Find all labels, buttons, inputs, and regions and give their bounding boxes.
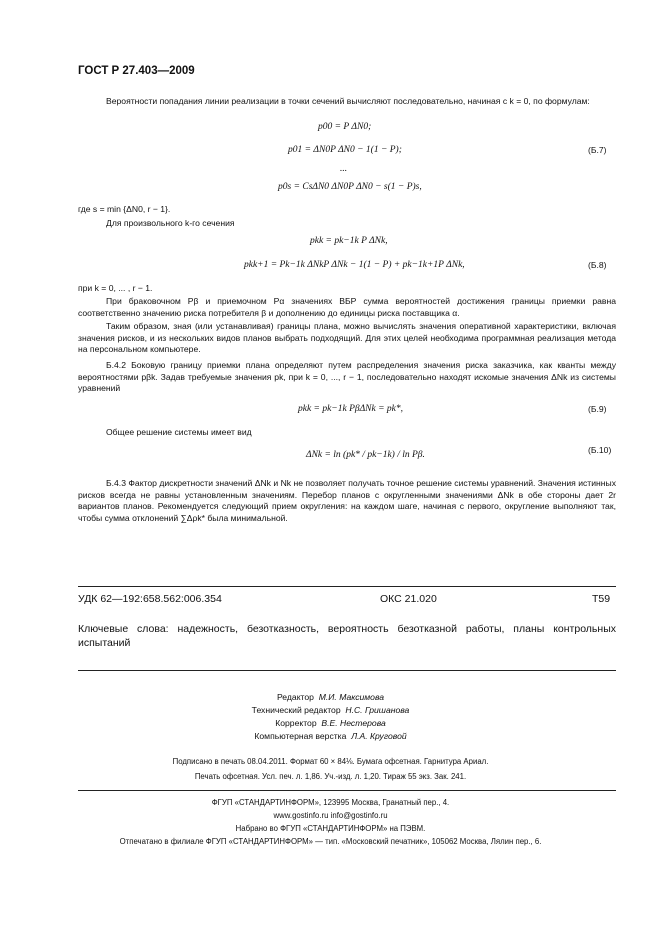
- formula-p00: p00 = P ΔN0;: [318, 122, 372, 132]
- paragraph-where-s: где s = min {ΔN0, r − 1}.: [78, 204, 171, 214]
- keywords: Ключевые слова: надежность, безотказность, вероятность безотказной работы, планы контрольных испытаний: [78, 623, 616, 649]
- paragraph-general-solution: Общее решение системы имеет вид: [106, 427, 252, 437]
- paragraph-arbitrary-section: Для произвольного k-го сечения: [106, 218, 235, 228]
- credit-name: Н.С. Гришанова: [345, 705, 410, 715]
- divider-keywords: [78, 670, 616, 671]
- credit-editor: [0, 692, 661, 704]
- oks-code: ОКС 21.020: [380, 593, 437, 605]
- equation-number-b7: (Б.7): [588, 145, 607, 155]
- divider-top: [78, 586, 616, 587]
- publisher-line4: Отпечатано в филиале ФГУП «СТАНДАРТИНФОРМ» — тип. «Московский печатник», 105062 Москва, Лялин пер., 6.: [119, 837, 542, 846]
- credit-name: В.Е. Нестерова: [321, 718, 386, 728]
- formula-system: pkk = pk−1k PβΔNk = pk*,: [298, 404, 403, 414]
- credit-name: М.И. Максимова: [318, 692, 385, 702]
- credit-layout: [0, 731, 661, 743]
- formula-pkk1: pkk+1 = Pk−1k ΔNkP ΔNk − 1(1 − P) + pk−1k+1P ΔNk,: [244, 260, 465, 270]
- divider-publisher: [78, 790, 616, 791]
- credit-role: Редактор: [276, 692, 314, 702]
- formula-pkk: pkk = pk−1k P ΔNk,: [310, 236, 388, 246]
- formula-p01: p01 = ΔN0P ΔN0 − 1(1 − P);: [288, 145, 402, 155]
- classification-code: Т59: [592, 593, 611, 605]
- credit-tech-editor: [0, 705, 661, 717]
- formula-p0s: p0s = CsΔN0 ΔN0P ΔN0 − s(1 − P)s,: [278, 182, 422, 192]
- publisher-links: www.gostinfo.ru info@gostinfo.ru: [273, 811, 388, 820]
- paragraph-intro: Вероятности попадания линии реализации в точки сечений вычисляют последовательно, начиная с k = 0, по формулам:: [106, 96, 590, 106]
- paragraph-b42: Б.4.2 Боковую границу приемки плана определяют путем распределения значения риска заказчика, как кванты между вероятностями pβk. Задав требуемые значения pk, при k = 0, ..., r − 1, последовательно находят искомые значения ΔNk из системы уравнений: [78, 360, 616, 393]
- equation-number-b9: (Б.9): [588, 404, 607, 414]
- equation-number-b8: (Б.8): [588, 260, 607, 270]
- credit-corrector: [0, 718, 661, 730]
- print-info-line1: Подписано в печать 08.04.2011. Формат 60 × 84⅛. Бумага офсетная. Гарнитура Ариал.: [172, 757, 489, 766]
- print-info-line2: Печать офсетная. Усл. печ. л. 1,86. Уч.-изд. л. 1,20. Тираж 55 экз. Зак. 241.: [194, 772, 467, 781]
- credit-role: Компьютерная верстка: [254, 731, 347, 741]
- credit-role: Корректор: [275, 718, 317, 728]
- credit-name: Л.А. Круговой: [351, 731, 407, 741]
- paragraph-k-range: при k = 0, ... , r − 1.: [78, 283, 153, 293]
- formula-dots: ...: [340, 164, 348, 174]
- document-header: ГОСТ Р 27.403—2009: [78, 65, 195, 77]
- paragraph-b43: Б.4.3 Фактор дискретности значений ΔNk и Nk не позволяет получать точное решение системы уравнений. Значения истинных рисков всегда не равны установленным значениям. Перебор планов с округленными значениями ΔNk в обе стороны дает 2r вариантов планов. Рекомендуется следующий прием округления: на каждом шаге, начиная с первого, округление выполняют так, чтобы сумма отклонений ∑Δρk* была минимальной.: [78, 478, 616, 523]
- publisher-line3: Набрано во ФГУП «СТАНДАРТИНФОРМ» на ПЭВМ.: [235, 824, 426, 833]
- publisher-line1: ФГУП «СТАНДАРТИНФОРМ», 123995 Москва, Гранатный пер., 4.: [211, 798, 450, 807]
- equation-number-b10: (Б.10): [588, 445, 612, 455]
- udk-code: УДК 62—192:658.562:006.354: [78, 593, 222, 605]
- credit-role: Технический редактор: [251, 705, 341, 715]
- paragraph-risk-sum: При браковочном Pβ и приемочном Pα значениях ВБР сумма вероятностей достижения границы приемки равна соответственно значению риска потребителя β и дополнению до единицы риска поставщика α.: [78, 296, 616, 318]
- formula-delta-n: ΔNk = ln (pk* / pk−1k) / ln Pβ.: [306, 450, 425, 460]
- paragraph-operating-characteristic: Таким образом, зная (или устанавливая) границы плана, можно вычислять значения оперативной характеристики, включая значения рисков, и из нескольких видов планов выбрать подходящий. Для этих целей необходима программная реализация метода на персональном компьютере.: [78, 321, 616, 354]
